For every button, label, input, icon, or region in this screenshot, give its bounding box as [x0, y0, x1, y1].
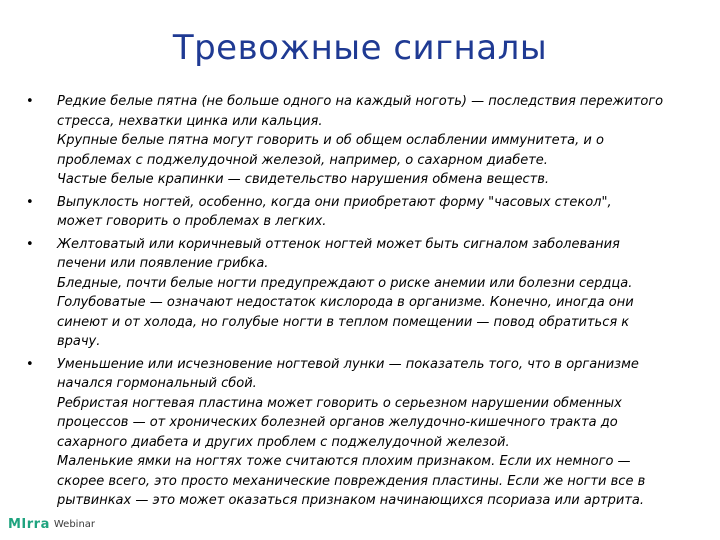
bullet-text-line: синеют и от холода, но голубые ногти в теплом помещении — повод обратиться к	[57, 314, 630, 330]
bullet-dot-icon: •	[26, 94, 34, 109]
bullet-text-line: скорее всего, это просто механические повреждения пластины. Если же ногти все в	[57, 473, 646, 489]
bullet-text-line: проблемах с поджелудочной железой, например, о сахарном диабете.	[57, 152, 548, 168]
bullet-item	[26, 235, 696, 352]
bullet-dot-icon: •	[26, 356, 34, 372]
bullet-text-line: Маленькие ямки на ногтях тоже считаются плохим признаком. Если их немного —	[57, 454, 631, 469]
bullet-text-line: врачу.	[57, 334, 101, 349]
bullet-text-line: Выпуклость ногтей, особенно, когда они приобретают форму "часовых стекол",	[57, 194, 612, 210]
bullet-text-line: Желтоватый или коричневый оттенок ногтей может быть сигналом заболевания	[57, 236, 620, 252]
bullet-dot-icon: •	[26, 194, 34, 210]
bullet-text-line: рытвинках — это может оказаться признаком начинающихся псориаза или артрита.	[57, 493, 645, 508]
bullet-text-line: Частые белые крапинки — свидетельство нарушения обмена веществ.	[57, 172, 550, 187]
bullet-text-line: Ребристая ногтевая пластина может говорить о серьезном нарушении обменных	[57, 395, 622, 411]
bullet-list	[26, 92, 696, 514]
bullet-dot-icon: •	[26, 236, 34, 252]
bullet-text-line: Редкие белые пятна (не больше одного на каждый ноготь) — последствия пережитого	[57, 94, 664, 109]
mirra-webinar-logo	[8, 515, 95, 533]
bullet-item	[26, 355, 696, 511]
logo-suffix: Webinar	[53, 518, 96, 530]
logo-brand: MIrra	[8, 516, 50, 532]
bullet-item	[26, 92, 696, 190]
slide-title: Тревожные сигналы	[172, 28, 548, 68]
bullet-item	[26, 193, 696, 232]
bullet-text-line: может говорить о проблемах в легких.	[57, 214, 327, 229]
bullet-text-line: Голубоватые — означают недостаток кислорода в организме. Конечно, иногда они	[57, 295, 634, 310]
bullet-text-line: процессов — от хронических болезней органов желудочно-кишечного тракта до	[57, 415, 618, 430]
bullet-text-line: Бледные, почти белые ногти предупреждают о риске анемии или болезни сердца.	[57, 275, 633, 291]
bullet-text-line: печени или появление грибка.	[57, 256, 269, 271]
bullet-text-line: начался гормональный сбой.	[57, 376, 257, 391]
bullet-text-line: стресса, нехватки цинка или кальция.	[57, 113, 323, 129]
bullet-text-line: Уменьшение или исчезновение ногтевой лунки — показатель того, что в организме	[57, 356, 639, 372]
bullet-text-line: Крупные белые пятна могут говорить и об общем ослаблении иммунитета, и о	[57, 133, 604, 148]
bullet-text-line: сахарного диабета и других проблем с поджелудочной железой.	[57, 434, 510, 450]
